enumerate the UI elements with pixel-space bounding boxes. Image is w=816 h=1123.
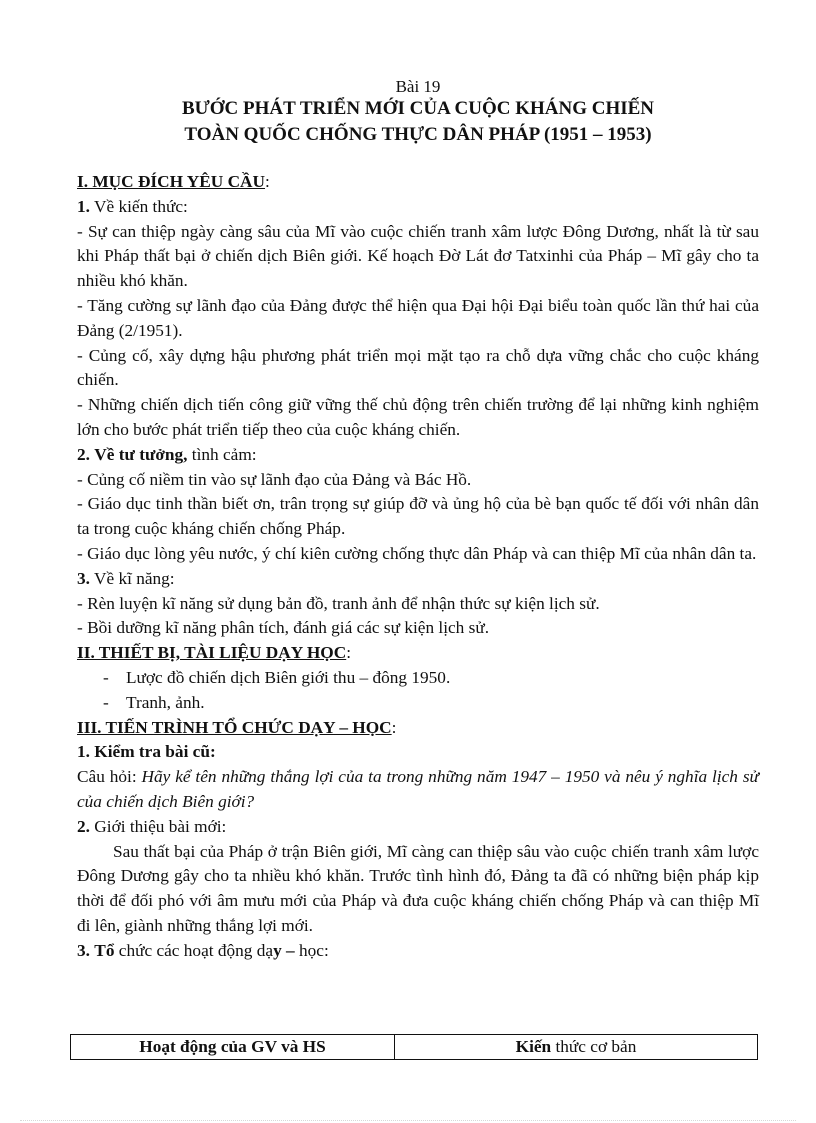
- table-header-row: [71, 1035, 758, 1060]
- section-3-sub-2: 2. Giới thiệu bài mới:: [77, 816, 227, 836]
- table-header-teacher-student: Hoạt động của GV và HS: [71, 1035, 395, 1060]
- title-line-2: TOÀN QUỐC CHỐNG THỰC DÂN PHÁP (1951 – 1953): [184, 124, 652, 145]
- document-page: [77, 78, 759, 964]
- activity-table: [70, 1034, 758, 1060]
- review-question: Câu hỏi: Hãy kể tên những thắng lợi của ta trong những năm 1947 – 1950 và nêu ý nghĩa lịch sử của chiến dịch Biên giới?: [77, 767, 759, 811]
- section-1-heading: I. MỤC ĐÍCH YÊU CẦU:: [77, 172, 270, 191]
- intro-paragraph: Sau thất bại của Pháp ở trận Biên giới, Mĩ càng can thiệp sâu vào cuộc chiến tranh xâm lược Đông Dương gây cho ta nhiều khó khăn. Trước tình hình đó, Đảng ta đã có những biện pháp kịp thời để đối phó với âm mưu mới của Pháp và đưa cuộc kháng chiến chống Pháp và can thiệp Mĩ đi lên, giành những thắng lợi mới.: [77, 841, 759, 935]
- section-2-heading: II. THIẾT BỊ, TÀI LIỆU DẠY HỌC:: [77, 643, 352, 663]
- page-bottom-divider: [20, 1120, 796, 1121]
- title-line-1: BƯỚC PHÁT TRIỂN MỚI CỦA CUỘC KHÁNG CHIẾN: [181, 98, 655, 119]
- knowledge-item: - Những chiến dịch tiến công giữ vững thế chủ động trên chiến trường để lại những kinh nghiệm lớn cho bước phát triển tiếp theo của cuộc kháng chiến.: [77, 395, 759, 439]
- equipment-item: - Tranh, ảnh.: [103, 692, 205, 712]
- attitude-item: - Giáo dục lòng yêu nước, ý chí kiên cường chống thực dân Pháp và can thiệp Mĩ của nhân dân ta.: [77, 543, 757, 563]
- section-1-sub-3: 3. Về kĩ năng:: [77, 568, 175, 588]
- attitude-item: - Giáo dục tinh thần biết ơn, trân trọng sự giúp đỡ và ủng hộ của bè bạn quốc tế đối với nhân dân ta trong cuộc kháng chiến chống Pháp.: [77, 494, 759, 539]
- lesson-number: Bài 19: [395, 77, 441, 96]
- section-3-heading: III. TIẾN TRÌNH TỔ CHỨC DẠY – HỌC:: [77, 717, 397, 737]
- equipment-item: - Lược đồ chiến dịch Biên giới thu – đông 1950.: [103, 667, 451, 687]
- section-1-sub-2: 2. Về tư tưởng, tình cảm:: [77, 444, 257, 464]
- skill-item: - Rèn luyện kĩ năng sử dụng bản đồ, tranh ảnh để nhận thức sự kiện lịch sử.: [77, 593, 600, 613]
- section-3-sub-3: 3. Tổ chức các hoạt động dạy – học:: [77, 940, 329, 960]
- skill-item: - Bồi dưỡng kĩ năng phân tích, đánh giá các sự kiện lịch sử.: [77, 618, 490, 638]
- section-1-sub-1: 1. Về kiến thức:: [77, 196, 188, 216]
- knowledge-item: - Sự can thiệp ngày càng sâu của Mĩ vào cuộc chiến tranh xâm lược Đông Dương, nhất là từ sau khi Pháp thất bại ở chiến dịch Biên giới. Kế hoạch Đờ Lát đơ Tatxinhi của Pháp – Mĩ gây cho ta nhiều khó khăn.: [77, 221, 759, 291]
- table-header-knowledge: Kiến thức cơ bản: [395, 1035, 758, 1060]
- knowledge-item: - Củng cố, xây dựng hậu phương phát triển mọi mặt tạo ra chỗ dựa vững chắc cho cuộc kháng chiến.: [77, 345, 759, 390]
- attitude-item: - Củng cố niềm tin vào sự lãnh đạo của Đảng và Bác Hồ.: [77, 469, 472, 489]
- knowledge-item: - Tăng cường sự lãnh đạo của Đảng được thể hiện qua Đại hội Đại biểu toàn quốc lần thứ hai của Đảng (2/1951).: [77, 295, 759, 340]
- section-3-sub-1: 1. Kiểm tra bài cũ:: [77, 742, 216, 762]
